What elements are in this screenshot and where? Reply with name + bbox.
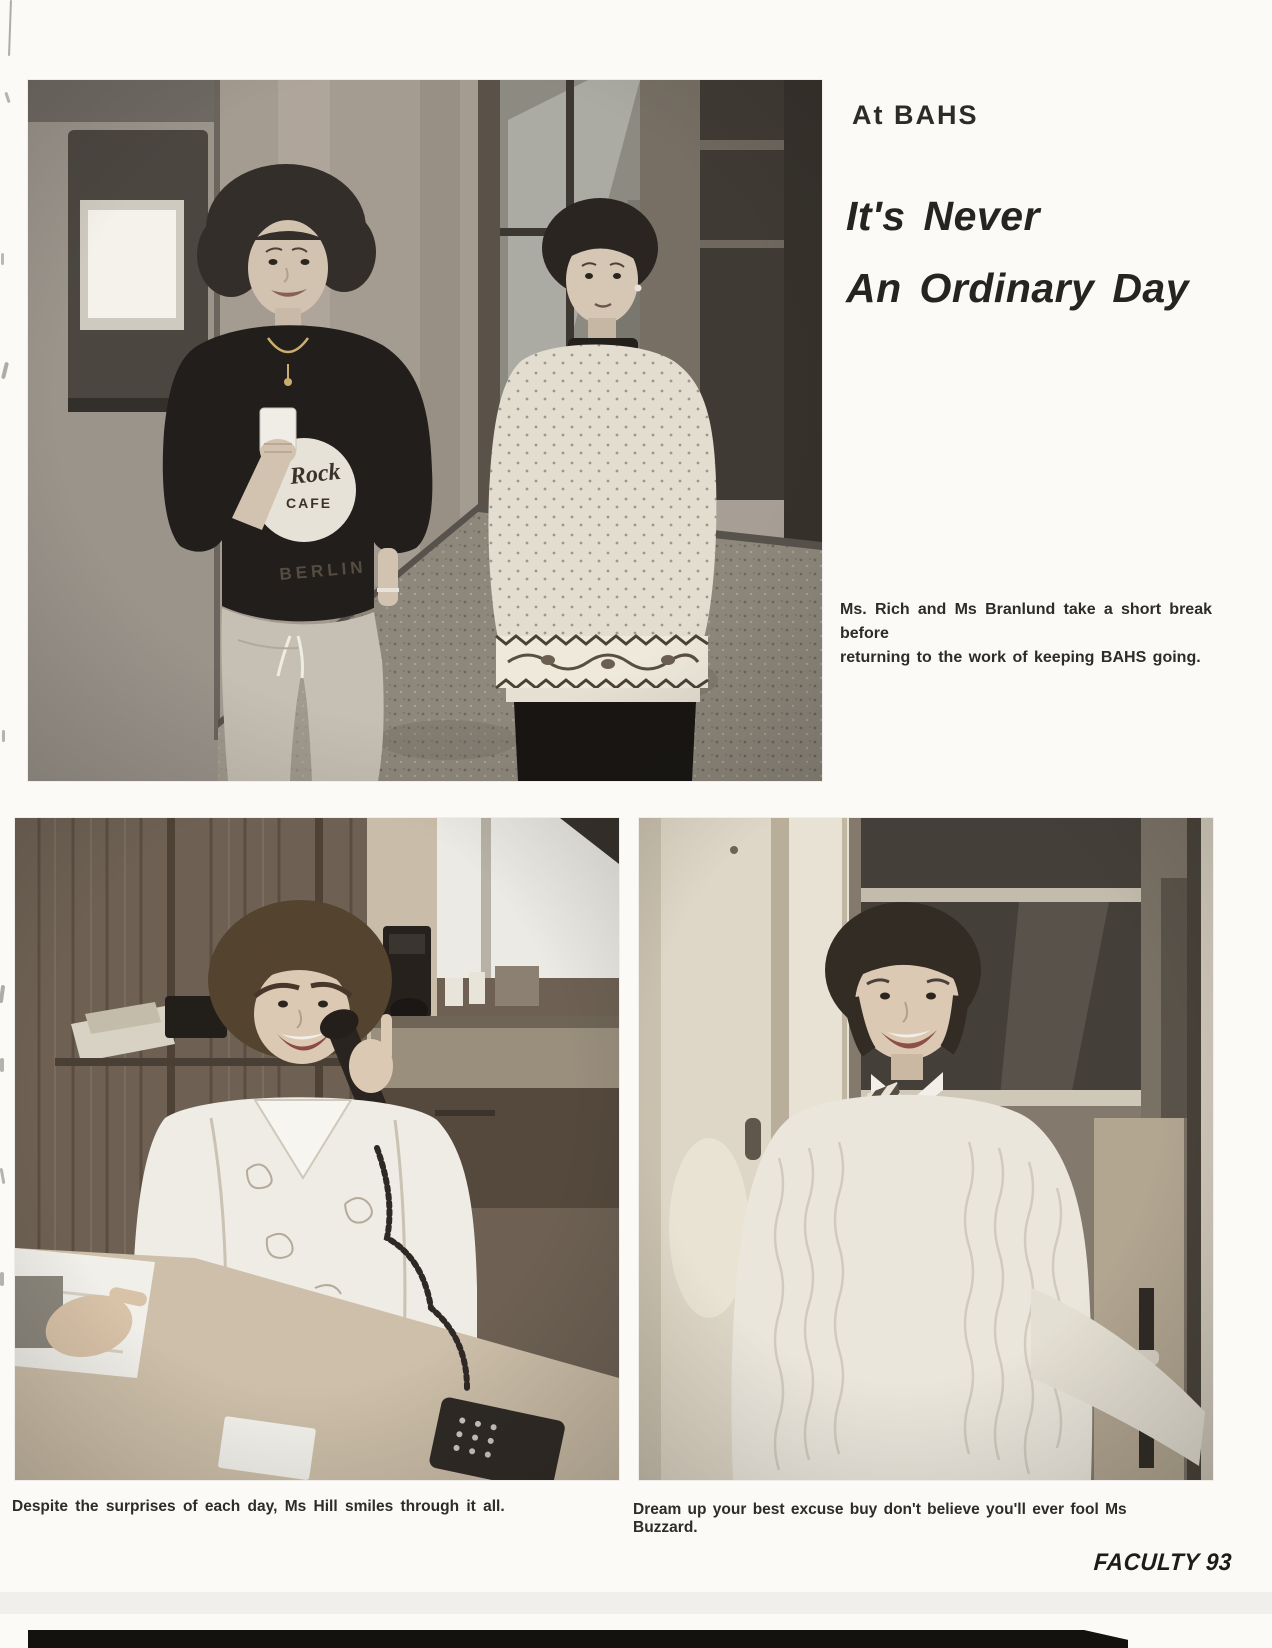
hallway-photo-art — [28, 80, 822, 781]
scan-artifact — [0, 985, 5, 1003]
scan-artifact — [4, 92, 10, 103]
page-title-line1: It's Never — [846, 193, 1040, 239]
scan-artifact — [0, 1272, 4, 1286]
photo-ms-hill-phone — [15, 818, 619, 1480]
door-photo-art — [639, 818, 1213, 1480]
caption-ms-buzzard: Dream up your best excuse buy don't believe you'll ever fool Ms Buzzard. — [633, 1501, 1127, 1536]
page-title-line2: An Ordinary Day — [846, 265, 1190, 311]
phone-photo-art — [15, 818, 619, 1480]
scan-artifact — [0, 1058, 4, 1072]
scan-artifact — [1, 362, 9, 379]
photo-ms-buzzard-door — [639, 818, 1213, 1480]
caption-hallway-line1: Ms. Rich and Ms Branlund take a short break before — [840, 601, 1212, 642]
caption-hallway-line2: returning to the work of keeping BAHS going. — [840, 649, 1201, 666]
scan-bottom-bar — [28, 1630, 1128, 1648]
section-kicker: At BAHS — [852, 100, 979, 130]
page-title — [846, 180, 1266, 324]
caption-ms-hill: Despite the surprises of each day, Ms Hill smiles through it all. — [12, 1498, 505, 1515]
scan-artifact — [2, 730, 5, 742]
caption-hallway — [840, 598, 1212, 670]
scan-artifact — [0, 1168, 5, 1184]
scan-artifact — [8, 0, 12, 56]
photo-hallway-break — [28, 80, 822, 781]
folio-faculty-page-number: FACULTY 93 — [1093, 1549, 1233, 1576]
scan-artifact — [1, 253, 4, 265]
